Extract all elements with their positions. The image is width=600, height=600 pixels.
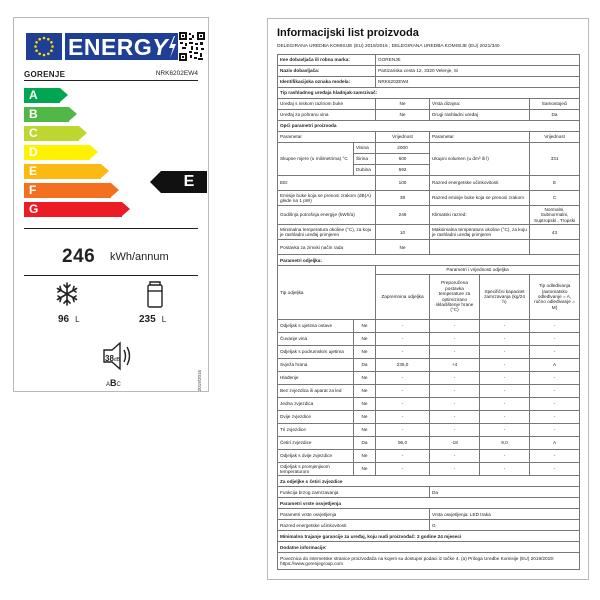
table-cell: Ne [354, 332, 376, 345]
table-cell: - [430, 371, 480, 384]
table-row [278, 487, 580, 498]
sheet-title: Informacijski list proizvoda [277, 27, 419, 39]
table-cell: - [376, 449, 430, 462]
table-cell: - [376, 319, 430, 332]
divider [24, 228, 198, 229]
energy-class-bar-g: G [24, 202, 122, 217]
table-row [278, 462, 580, 476]
table-cell: - [376, 397, 430, 410]
regulation-number: 2019/2016 [197, 370, 202, 392]
table-cell: - [430, 462, 480, 476]
table-row [278, 423, 580, 436]
energy-class-bar-b: B [24, 107, 69, 122]
table-row [278, 121, 580, 132]
table-row [278, 410, 580, 423]
table-cell: - [430, 423, 480, 436]
table-cell: - [430, 384, 480, 397]
table-cell: Tip odjeljka [278, 266, 376, 319]
table-cell: Parametar [430, 132, 530, 143]
table-cell: Da [430, 487, 580, 498]
table-cell: 9,0 [480, 436, 530, 449]
table-cell: - [480, 371, 530, 384]
table-cell: - [376, 345, 430, 358]
qr-code-icon [179, 32, 205, 61]
table-cell: Ne [376, 99, 430, 110]
table-cell: Da [530, 110, 580, 121]
table-cell: Ime dobavljača ili robna marka: [278, 55, 376, 66]
table-row [278, 436, 580, 449]
table-cell: Drugi rashladni uređaj [430, 110, 530, 121]
table-cell: 235,0 [376, 358, 430, 371]
table-cell: Ne [354, 462, 376, 476]
table-cell: Hlađenje [278, 371, 354, 384]
table-cell: Uređaj za pohranu vina [278, 110, 376, 121]
table-cell: - [530, 449, 580, 462]
table-row [278, 132, 580, 143]
table-row [278, 77, 580, 88]
freezer-volume: 96 L [58, 314, 80, 325]
table-cell: - [530, 423, 580, 436]
table-cell: Dvije zvjezdice [278, 410, 354, 423]
table-cell: Zapremnina odjeljka [376, 274, 430, 319]
table-row [278, 143, 580, 154]
table-row [278, 476, 580, 487]
table-cell: Tri zvjezdice [278, 423, 354, 436]
table-cell: Naziv dobavljača: [278, 66, 376, 77]
table-cell: 38 [376, 191, 430, 206]
table-cell: Parametri odjeljka: [278, 255, 580, 266]
table-cell: C [530, 191, 580, 206]
sheet-regulation: DELEGIRANA UREDBA KOMISIJE (EU) 2019/2016 ; DELEGIRANA UREDBA KOMISIJE (EU) 2021/340 [277, 44, 500, 49]
table-cell: Ne [354, 397, 376, 410]
table-cell: 100 [376, 176, 430, 191]
table-row [278, 319, 580, 332]
table-cell: - [430, 332, 480, 345]
eu-flag-icon [26, 33, 62, 60]
table-cell: - [530, 319, 580, 332]
product-information-sheet [267, 18, 589, 580]
table-cell: - [530, 462, 580, 476]
table-cell: - [480, 345, 530, 358]
table-cell: Odjeljak s ujetima ostave [278, 319, 354, 332]
table-cell: Da [354, 436, 376, 449]
table-cell: - [376, 332, 430, 345]
lightning-icon [166, 33, 178, 60]
table-cell: Dubina [354, 165, 376, 176]
table-row [278, 449, 580, 462]
table-cell: - [430, 410, 480, 423]
table-row [278, 332, 580, 345]
table-cell: E [530, 176, 580, 191]
divider [24, 275, 198, 276]
table-cell: 331 [530, 143, 580, 176]
table-row [278, 191, 580, 206]
table-cell [430, 240, 530, 255]
energy-consumption-value: 246 [62, 246, 96, 267]
table-cell: Vrijednost [376, 132, 430, 143]
table-cell: - [530, 345, 580, 358]
table-cell: Vrijednost [530, 132, 580, 143]
table-cell: Parametar [278, 132, 376, 143]
noise-value: 38dB [105, 354, 121, 363]
table-cell: Ne [354, 449, 376, 462]
table-cell: - [480, 332, 530, 345]
table-row [278, 225, 580, 240]
table-cell: 96,0 [376, 436, 430, 449]
table-cell: Ne [354, 345, 376, 358]
table-row [278, 509, 580, 520]
table-cell: - [430, 319, 480, 332]
table-cell: -18 [430, 436, 480, 449]
table-cell: - [480, 384, 530, 397]
table-cell: - [376, 384, 430, 397]
table-cell: - [430, 397, 480, 410]
table-cell: - [530, 397, 580, 410]
table-row [278, 240, 580, 255]
table-cell: Ne [354, 371, 376, 384]
table-cell: Odjeljak s promjenjivom temperaturom [278, 462, 354, 476]
table-cell: - [376, 410, 430, 423]
table-row [278, 397, 580, 410]
table-row [278, 88, 580, 99]
table-row [278, 206, 580, 225]
table-row [278, 371, 580, 384]
table-cell: Minimalna temperatura okoline (°C), za koju je rashladni uređaj primjeren [278, 225, 376, 240]
table-cell: - [530, 410, 580, 423]
table-cell: Emisije buke koja se prenosi zrakom (dB(A) glede na 1 pW) [278, 191, 376, 206]
table-cell: NRK6202EW4 [376, 77, 580, 88]
table-cell: Odjeljak s podrumskim ujetima [278, 345, 354, 358]
table-cell: Postavka za zimski način rada [278, 240, 376, 255]
table-cell: Tip odleđivanja (automatsko odleđivanje = A, ručno odleđivanje = M) [530, 274, 580, 319]
energy-class-bar-e: E [24, 164, 101, 179]
table-cell: Svježa hrana [278, 358, 354, 371]
table-cell: Funkcija brzog zamrzavanja [278, 487, 430, 498]
table-cell: Maksimalna temperatura okoline (°C), za koju je rashladni uređaj primjeren [430, 225, 530, 240]
table-cell: - [430, 345, 480, 358]
table-cell: Jedna zvjezdica [278, 397, 354, 410]
table-cell: 10 [376, 225, 430, 240]
table-cell: Širina [354, 154, 376, 165]
table-cell: Ukupni volumen (u dm³ ili l) [430, 143, 530, 176]
table-cell: - [480, 423, 530, 436]
table-cell: 2000 [376, 143, 430, 154]
table-cell: Čuvanje vina [278, 332, 354, 345]
table-cell: - [376, 462, 430, 476]
table-row [278, 66, 580, 77]
table-cell: Vrsta dizajna: [430, 99, 530, 110]
table-cell: Ne [354, 423, 376, 436]
snowflake-icon [54, 281, 80, 312]
table-cell: Samostojeći [530, 99, 580, 110]
table-cell: Minimalno trajanje garancije za uređaj, koju nudi proizvođač: 2 godine 24 mjeseci [278, 531, 580, 542]
table-cell: Identifikacijska oznaka modela: [278, 77, 376, 88]
table-cell: A [530, 358, 580, 371]
table-cell: Parametri vrste osvjetljenja [278, 509, 430, 520]
table-cell: Poveznica do internetske stranice proizvođača na kojem su dostupni podaci iz točke 4. (a) Priloga Uredbe Komisije (EU) 2019/2019: https://www.gorenjegroup.com [278, 553, 580, 570]
table-row [278, 531, 580, 542]
table-cell: - [480, 319, 530, 332]
table-row [278, 384, 580, 397]
energy-class-bar-d: D [24, 145, 90, 160]
table-cell: - [480, 410, 530, 423]
table-row [278, 110, 580, 121]
table-cell: - [480, 449, 530, 462]
table-row [278, 176, 580, 191]
rating-arrow: E [161, 171, 207, 193]
table-row [278, 255, 580, 266]
table-cell: Partizanska cesta 12, 3320 Velenje, Si [376, 66, 580, 77]
table-cell: Razred emisije buke koja se prenosi zrakom [430, 191, 530, 206]
table-cell: A [530, 436, 580, 449]
fridge-volume: 235 L [139, 314, 167, 325]
energy-class-bar-c: C [24, 126, 79, 141]
table-cell: Odjeljak s dvije zvjezdice [278, 449, 354, 462]
table-cell: Visina [354, 143, 376, 154]
table-cell: Razred energetske učinkovitosti [430, 176, 530, 191]
table-row [278, 542, 580, 553]
table-row [278, 99, 580, 110]
table-cell: Ne [354, 384, 376, 397]
table-row [278, 55, 580, 66]
table-cell: Četiri zvjezdice [278, 436, 354, 449]
table-cell: Ne [354, 319, 376, 332]
table-cell: - [480, 462, 530, 476]
table-cell: - [376, 423, 430, 436]
table-cell: Specifični kapacitet zamrzavanja (kg/24 h) [480, 274, 530, 319]
table-row [278, 266, 580, 274]
table-cell: 43 [530, 225, 580, 240]
fridge-icon [147, 280, 163, 313]
table-cell: Ne [376, 110, 430, 121]
table-cell: Razred energetske učinkovitosti [278, 520, 430, 531]
table-cell: Bez zvjezdica ili aparat za led [278, 384, 354, 397]
table-cell [530, 240, 580, 255]
table-row [278, 345, 580, 358]
table-cell: Za odjeljke s četiri zvjezdice [278, 476, 580, 487]
model-number: NRK6202EW4 [155, 70, 198, 77]
info-table [277, 54, 580, 570]
table-cell: GORENJE [376, 55, 580, 66]
table-cell: - [430, 449, 480, 462]
table-cell: Klimatski razred: [430, 206, 530, 225]
table-row [278, 498, 580, 509]
table-row [278, 358, 580, 371]
divider [24, 80, 198, 81]
energy-label [13, 17, 209, 392]
table-cell: +4 [430, 358, 480, 371]
table-cell: - [376, 371, 430, 384]
table-cell: G [430, 520, 580, 531]
table-cell: 246 [376, 206, 430, 225]
energy-class-bar-f: F [24, 183, 111, 198]
table-cell: Godišnja potrošnja energije (kWh/a) [278, 206, 376, 225]
table-cell: Dodatne informacije: [278, 542, 580, 553]
table-cell: - [480, 397, 530, 410]
energy-title: ENERGY [65, 33, 178, 60]
table-cell: Uređaj s niskom razinom buke [278, 99, 376, 110]
table-cell: 592 [376, 165, 430, 176]
table-cell: Parametri i vrijednosti odjeljka [376, 266, 580, 274]
table-cell: Normalni, Subnormalni, Suptropski , Tropski [530, 206, 580, 225]
table-cell: Da [354, 358, 376, 371]
table-cell: Tip rashladnog uređaja hladnjak-zamrzivač: [278, 88, 580, 99]
table-cell: - [530, 371, 580, 384]
table-cell: - [530, 332, 580, 345]
table-cell: Parametri vrste osvjetljenja [278, 498, 580, 509]
table-cell: 600 [376, 154, 430, 165]
noise-class-scale: ABC [106, 378, 121, 388]
table-cell: EEI [278, 176, 376, 191]
energy-class-bar-a: A [24, 88, 60, 103]
table-cell: Ne [354, 410, 376, 423]
table-cell: - [480, 358, 530, 371]
table-row [278, 553, 580, 570]
table-cell: Vrsta osvjetljenja: LED traka [430, 509, 580, 520]
table-cell: Skupne mjere (u milimetrima) °C [278, 143, 354, 176]
table-cell: Opći parametri proizvoda [278, 121, 580, 132]
table-cell: - [530, 384, 580, 397]
table-cell: Preporučena postavka temperature za optimizirano skladištenje hrane (°C) [430, 274, 480, 319]
brand-name: GORENJE [24, 70, 66, 79]
energy-consumption-unit: kWh/annum [110, 251, 169, 263]
table-cell: Ne [376, 240, 430, 255]
table-row [278, 520, 580, 531]
